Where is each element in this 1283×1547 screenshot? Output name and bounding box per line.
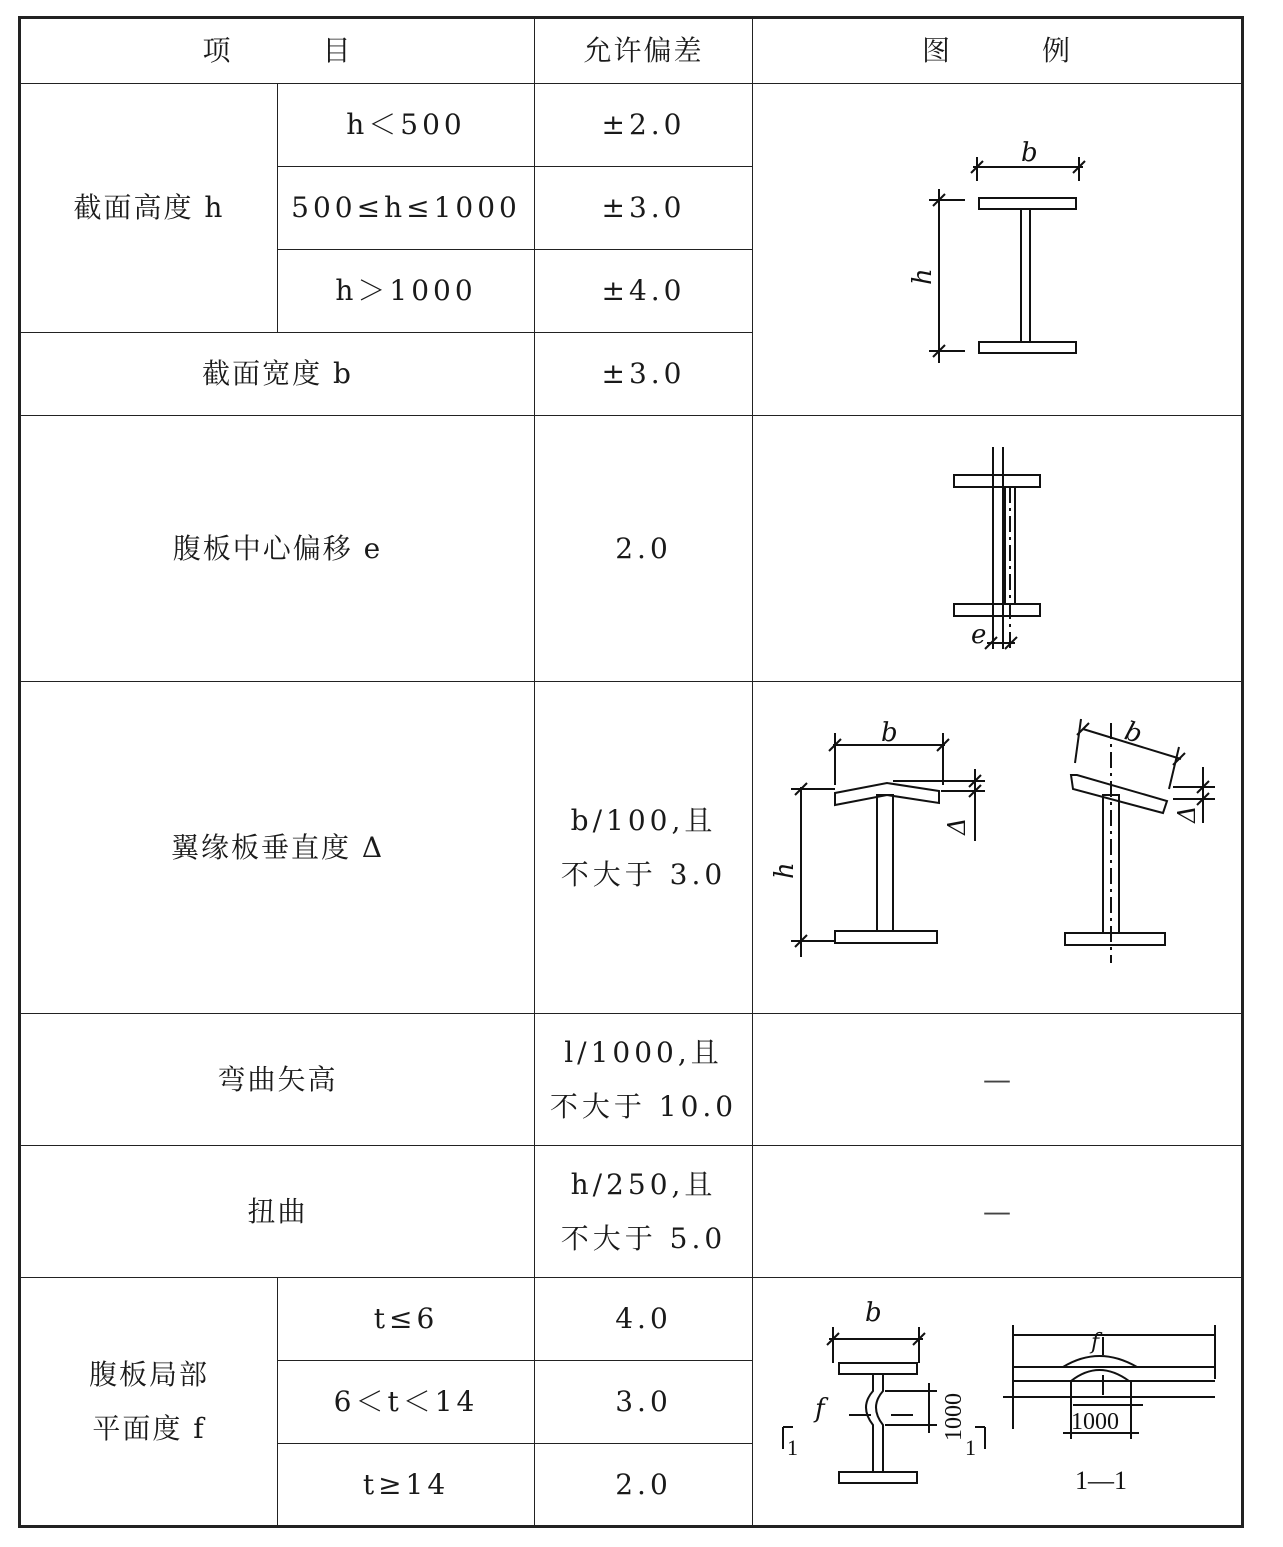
web-flatness-tolerance-2: 3.0	[535, 1361, 753, 1444]
bending-legend: —	[753, 1014, 1243, 1146]
web-flatness-tolerance-1: 4.0	[535, 1278, 753, 1361]
legend-section-title: 1—1	[1075, 1465, 1127, 1495]
legend-b-left: b	[881, 717, 898, 748]
i-beam-height-width-figure	[753, 85, 1241, 415]
legend-h-vertical: h	[770, 861, 800, 879]
header-item: 项 目	[20, 18, 535, 84]
legend-flange-vertical	[753, 682, 1243, 1014]
section-height-condition-2: 500≤h≤1000	[278, 167, 535, 250]
legend-1000-horizontal: 1000	[1071, 1408, 1119, 1435]
legend-section-mark-left: 1	[787, 1434, 798, 1460]
legend-f-left: f	[815, 1393, 825, 1424]
legend-b-label: b	[1021, 137, 1038, 168]
section-height-condition-1: h＜500	[278, 84, 535, 167]
bending-tolerance	[535, 1014, 753, 1146]
web-flatness-condition-1: t≤6	[278, 1278, 535, 1361]
legend-section-mark-right: 1	[965, 1434, 976, 1460]
tolerance-table	[18, 16, 1244, 1528]
legend-delta-left: Δ	[943, 817, 971, 835]
twist-tolerance-line2: 不大于 5.0	[560, 1221, 727, 1255]
web-flatness-label-line1: 腹板局部	[88, 1357, 209, 1391]
bending-tolerance-line2: 不大于 10.0	[549, 1089, 738, 1123]
section-height-tolerance-3: ±4.0	[535, 250, 753, 333]
web-offset-figure	[753, 417, 1241, 681]
section-height-tolerance-2: ±3.0	[535, 167, 753, 250]
section-width-label: 截面宽度 b	[20, 333, 535, 416]
web-offset-label: 腹板中心偏移 e	[20, 416, 535, 682]
web-flatness-figure	[753, 1279, 1241, 1525]
section-width-tolerance: ±3.0	[535, 333, 753, 416]
flange-vertical-tolerance	[535, 682, 753, 1014]
web-flatness-label-line2: 平面度 f	[92, 1411, 206, 1445]
legend-h-label: h	[908, 267, 938, 285]
twist-tolerance	[535, 1146, 753, 1278]
twist-tolerance-line1: h/250,且	[570, 1167, 717, 1201]
legend-1000-vertical: 1000	[941, 1392, 967, 1441]
legend-i-beam-h-b	[753, 84, 1243, 416]
legend-web-offset	[753, 416, 1243, 682]
flange-verticality-figure	[753, 683, 1241, 1013]
legend-e-label: e	[971, 619, 987, 650]
web-flatness-tolerance-3: 2.0	[535, 1444, 753, 1527]
header-legend: 图 例	[753, 18, 1243, 84]
flange-vertical-tolerance-line2: 不大于 3.0	[560, 857, 727, 891]
web-flatness-condition-2: 6＜t＜14	[278, 1361, 535, 1444]
web-flatness-condition-3: t≥14	[278, 1444, 535, 1527]
twist-legend: —	[753, 1146, 1243, 1278]
legend-f-right: f	[1091, 1329, 1100, 1355]
legend-b-right: b	[1121, 715, 1146, 750]
legend-delta-right: Δ	[1173, 805, 1201, 823]
legend-web-flatness	[753, 1278, 1243, 1527]
web-offset-tolerance: 2.0	[535, 416, 753, 682]
section-height-label: 截面高度 h	[20, 84, 278, 333]
legend-b-flatness: b	[865, 1297, 882, 1328]
header-tolerance: 允许偏差	[535, 18, 753, 84]
web-flatness-label	[20, 1278, 278, 1527]
bending-label: 弯曲矢高	[20, 1014, 535, 1146]
flange-vertical-tolerance-line1: b/100,且	[570, 803, 717, 837]
section-height-condition-3: h＞1000	[278, 250, 535, 333]
section-height-tolerance-1: ±2.0	[535, 84, 753, 167]
bending-tolerance-line1: l/1000,且	[564, 1035, 723, 1069]
twist-label: 扭曲	[20, 1146, 535, 1278]
flange-vertical-label: 翼缘板垂直度 Δ	[20, 682, 535, 1014]
